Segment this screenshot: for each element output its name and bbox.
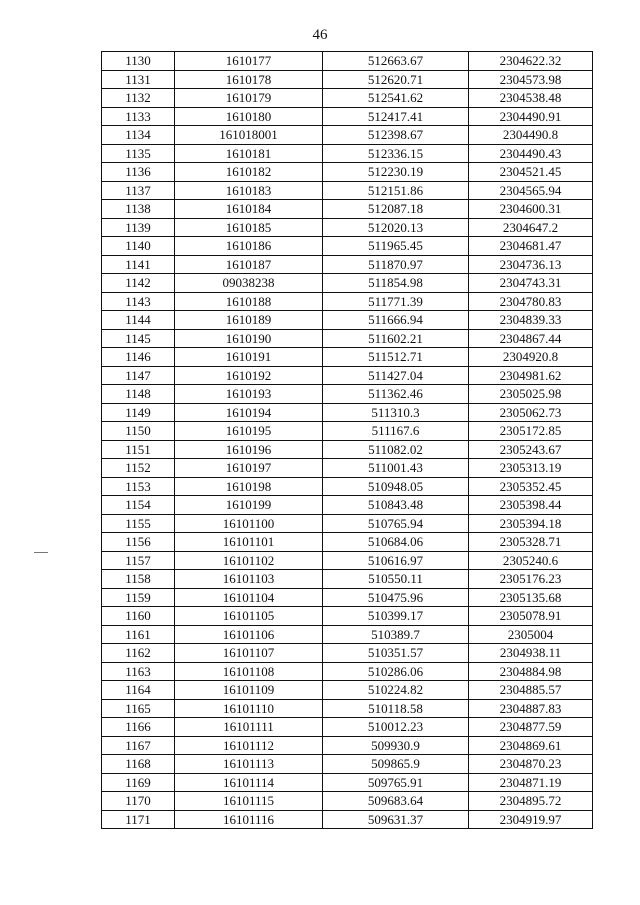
y-coordinate-cell: 2304920.8 <box>469 348 593 367</box>
row-index-cell: 1149 <box>102 403 175 422</box>
x-coordinate-cell: 510475.96 <box>323 588 469 607</box>
y-coordinate-cell: 2305176.23 <box>469 570 593 589</box>
point-id-cell: 161018001 <box>175 126 323 145</box>
table-row <box>102 736 593 755</box>
row-index-cell: 1167 <box>102 736 175 755</box>
point-id-cell: 1610192 <box>175 366 323 385</box>
point-id-cell: 1610194 <box>175 403 323 422</box>
x-coordinate-cell: 510351.57 <box>323 644 469 663</box>
row-index-cell: 1166 <box>102 718 175 737</box>
x-coordinate-cell: 510224.82 <box>323 681 469 700</box>
row-index-cell: 1139 <box>102 218 175 237</box>
table-row <box>102 681 593 700</box>
table-body <box>102 52 593 829</box>
row-index-cell: 1162 <box>102 644 175 663</box>
y-coordinate-cell: 2304681.47 <box>469 237 593 256</box>
y-coordinate-cell: 2304490.91 <box>469 107 593 126</box>
row-index-cell: 1154 <box>102 496 175 515</box>
table-row <box>102 755 593 774</box>
row-index-cell: 1158 <box>102 570 175 589</box>
x-coordinate-cell: 511362.46 <box>323 385 469 404</box>
point-id-cell: 16101106 <box>175 625 323 644</box>
row-index-cell: 1160 <box>102 607 175 626</box>
row-index-cell: 1169 <box>102 773 175 792</box>
table-row <box>102 773 593 792</box>
y-coordinate-cell: 2305394.18 <box>469 514 593 533</box>
table-row <box>102 126 593 145</box>
y-coordinate-cell: 2304538.48 <box>469 89 593 108</box>
point-id-cell: 16101108 <box>175 662 323 681</box>
row-index-cell: 1151 <box>102 440 175 459</box>
y-coordinate-cell: 2304885.57 <box>469 681 593 700</box>
y-coordinate-cell: 2304919.97 <box>469 810 593 829</box>
y-coordinate-cell: 2304870.23 <box>469 755 593 774</box>
x-coordinate-cell: 510286.06 <box>323 662 469 681</box>
table-row <box>102 311 593 330</box>
table-row <box>102 477 593 496</box>
table-row <box>102 607 593 626</box>
point-id-cell: 16101109 <box>175 681 323 700</box>
y-coordinate-cell: 2304895.72 <box>469 792 593 811</box>
point-id-cell: 1610198 <box>175 477 323 496</box>
x-coordinate-cell: 510843.48 <box>323 496 469 515</box>
y-coordinate-cell: 2305062.73 <box>469 403 593 422</box>
y-coordinate-cell: 2304780.83 <box>469 292 593 311</box>
x-coordinate-cell: 511965.45 <box>323 237 469 256</box>
table-row <box>102 89 593 108</box>
y-coordinate-cell: 2304736.13 <box>469 255 593 274</box>
row-index-cell: 1157 <box>102 551 175 570</box>
x-coordinate-cell: 512020.13 <box>323 218 469 237</box>
point-id-cell: 16101102 <box>175 551 323 570</box>
table-row <box>102 459 593 478</box>
y-coordinate-cell: 2304565.94 <box>469 181 593 200</box>
y-coordinate-cell: 2304869.61 <box>469 736 593 755</box>
row-index-cell: 1155 <box>102 514 175 533</box>
y-coordinate-cell: 2304884.98 <box>469 662 593 681</box>
point-id-cell: 1610196 <box>175 440 323 459</box>
x-coordinate-cell: 510948.05 <box>323 477 469 496</box>
x-coordinate-cell: 511512.71 <box>323 348 469 367</box>
table-row <box>102 440 593 459</box>
row-index-cell: 1161 <box>102 625 175 644</box>
point-id-cell: 16101114 <box>175 773 323 792</box>
row-index-cell: 1140 <box>102 237 175 256</box>
table-row <box>102 422 593 441</box>
x-coordinate-cell: 511082.02 <box>323 440 469 459</box>
table-row <box>102 551 593 570</box>
table-row <box>102 181 593 200</box>
table-row <box>102 329 593 348</box>
point-id-cell: 16101111 <box>175 718 323 737</box>
y-coordinate-cell: 2304887.83 <box>469 699 593 718</box>
x-coordinate-cell: 512663.67 <box>323 52 469 71</box>
point-id-cell: 1610190 <box>175 329 323 348</box>
table-row <box>102 107 593 126</box>
x-coordinate-cell: 509683.64 <box>323 792 469 811</box>
table-row <box>102 292 593 311</box>
y-coordinate-cell: 2304871.19 <box>469 773 593 792</box>
x-coordinate-cell: 511602.21 <box>323 329 469 348</box>
x-coordinate-cell: 510684.06 <box>323 533 469 552</box>
y-coordinate-cell: 2305135.68 <box>469 588 593 607</box>
table-row <box>102 237 593 256</box>
row-index-cell: 1135 <box>102 144 175 163</box>
x-coordinate-cell: 511771.39 <box>323 292 469 311</box>
row-index-cell: 1141 <box>102 255 175 274</box>
point-id-cell: 1610187 <box>175 255 323 274</box>
y-coordinate-cell: 2304743.31 <box>469 274 593 293</box>
table-row <box>102 570 593 589</box>
y-coordinate-cell: 2304521.45 <box>469 163 593 182</box>
table-row <box>102 699 593 718</box>
row-index-cell: 1159 <box>102 588 175 607</box>
row-index-cell: 1152 <box>102 459 175 478</box>
coordinates-table <box>101 51 593 829</box>
point-id-cell: 1610184 <box>175 200 323 219</box>
row-index-cell: 1146 <box>102 348 175 367</box>
row-index-cell: 1130 <box>102 52 175 71</box>
table-row <box>102 255 593 274</box>
y-coordinate-cell: 2304839.33 <box>469 311 593 330</box>
y-coordinate-cell: 2305398.44 <box>469 496 593 515</box>
table-row <box>102 200 593 219</box>
y-coordinate-cell: 2305313.19 <box>469 459 593 478</box>
table-row <box>102 348 593 367</box>
x-coordinate-cell: 512398.67 <box>323 126 469 145</box>
y-coordinate-cell: 2304938.11 <box>469 644 593 663</box>
x-coordinate-cell: 511854.98 <box>323 274 469 293</box>
y-coordinate-cell: 2305025.98 <box>469 385 593 404</box>
table-row <box>102 366 593 385</box>
table-row <box>102 644 593 663</box>
point-id-cell: 1610193 <box>175 385 323 404</box>
row-index-cell: 1145 <box>102 329 175 348</box>
table-row <box>102 718 593 737</box>
y-coordinate-cell: 2305328.71 <box>469 533 593 552</box>
point-id-cell: 16101113 <box>175 755 323 774</box>
y-coordinate-cell: 2305352.45 <box>469 477 593 496</box>
table-row <box>102 385 593 404</box>
row-index-cell: 1137 <box>102 181 175 200</box>
point-id-cell: 1610197 <box>175 459 323 478</box>
point-id-cell: 16101100 <box>175 514 323 533</box>
x-coordinate-cell: 509865.9 <box>323 755 469 774</box>
row-index-cell: 1164 <box>102 681 175 700</box>
point-id-cell: 1610180 <box>175 107 323 126</box>
table-row <box>102 218 593 237</box>
point-id-cell: 16101107 <box>175 644 323 663</box>
page-number: 46 <box>312 27 328 43</box>
row-index-cell: 1138 <box>102 200 175 219</box>
x-coordinate-cell: 511001.43 <box>323 459 469 478</box>
point-id-cell: 1610177 <box>175 52 323 71</box>
x-coordinate-cell: 512541.62 <box>323 89 469 108</box>
point-id-cell: 1610188 <box>175 292 323 311</box>
x-coordinate-cell: 511167.6 <box>323 422 469 441</box>
table-row <box>102 274 593 293</box>
y-coordinate-cell: 2304981.62 <box>469 366 593 385</box>
table-row <box>102 810 593 829</box>
table-row <box>102 144 593 163</box>
x-coordinate-cell: 512620.71 <box>323 70 469 89</box>
row-index-cell: 1156 <box>102 533 175 552</box>
x-coordinate-cell: 512230.19 <box>323 163 469 182</box>
y-coordinate-cell: 2305172.85 <box>469 422 593 441</box>
point-id-cell: 16101112 <box>175 736 323 755</box>
row-index-cell: 1153 <box>102 477 175 496</box>
table-row <box>102 514 593 533</box>
x-coordinate-cell: 512087.18 <box>323 200 469 219</box>
point-id-cell: 1610183 <box>175 181 323 200</box>
x-coordinate-cell: 510389.7 <box>323 625 469 644</box>
point-id-cell: 1610181 <box>175 144 323 163</box>
row-index-cell: 1168 <box>102 755 175 774</box>
point-id-cell: 16101116 <box>175 810 323 829</box>
y-coordinate-cell: 2304490.8 <box>469 126 593 145</box>
x-coordinate-cell: 512336.15 <box>323 144 469 163</box>
y-coordinate-cell: 2304600.31 <box>469 200 593 219</box>
table-row <box>102 496 593 515</box>
margin-mark <box>34 552 48 553</box>
row-index-cell: 1170 <box>102 792 175 811</box>
x-coordinate-cell: 509631.37 <box>323 810 469 829</box>
point-id-cell: 1610199 <box>175 496 323 515</box>
x-coordinate-cell: 511870.97 <box>323 255 469 274</box>
row-index-cell: 1136 <box>102 163 175 182</box>
row-index-cell: 1142 <box>102 274 175 293</box>
x-coordinate-cell: 511427.04 <box>323 366 469 385</box>
x-coordinate-cell: 510616.97 <box>323 551 469 570</box>
point-id-cell: 1610195 <box>175 422 323 441</box>
table-row <box>102 70 593 89</box>
row-index-cell: 1133 <box>102 107 175 126</box>
x-coordinate-cell: 509930.9 <box>323 736 469 755</box>
point-id-cell: 1610191 <box>175 348 323 367</box>
row-index-cell: 1147 <box>102 366 175 385</box>
point-id-cell: 09038238 <box>175 274 323 293</box>
point-id-cell: 16101105 <box>175 607 323 626</box>
point-id-cell: 1610182 <box>175 163 323 182</box>
row-index-cell: 1163 <box>102 662 175 681</box>
point-id-cell: 16101104 <box>175 588 323 607</box>
table-row <box>102 533 593 552</box>
x-coordinate-cell: 510012.23 <box>323 718 469 737</box>
point-id-cell: 1610185 <box>175 218 323 237</box>
point-id-cell: 16101101 <box>175 533 323 552</box>
point-id-cell: 1610178 <box>175 70 323 89</box>
y-coordinate-cell: 2304647.2 <box>469 218 593 237</box>
y-coordinate-cell: 2304490.43 <box>469 144 593 163</box>
point-id-cell: 1610186 <box>175 237 323 256</box>
table-row <box>102 662 593 681</box>
y-coordinate-cell: 2305240.6 <box>469 551 593 570</box>
x-coordinate-cell: 511666.94 <box>323 311 469 330</box>
table-row <box>102 792 593 811</box>
y-coordinate-cell: 2304867.44 <box>469 329 593 348</box>
x-coordinate-cell: 510550.11 <box>323 570 469 589</box>
table-row <box>102 625 593 644</box>
row-index-cell: 1148 <box>102 385 175 404</box>
point-id-cell: 1610179 <box>175 89 323 108</box>
row-index-cell: 1165 <box>102 699 175 718</box>
x-coordinate-cell: 511310.3 <box>323 403 469 422</box>
y-coordinate-cell: 2305243.67 <box>469 440 593 459</box>
x-coordinate-cell: 509765.91 <box>323 773 469 792</box>
row-index-cell: 1144 <box>102 311 175 330</box>
row-index-cell: 1150 <box>102 422 175 441</box>
x-coordinate-cell: 512417.41 <box>323 107 469 126</box>
point-id-cell: 16101115 <box>175 792 323 811</box>
row-index-cell: 1143 <box>102 292 175 311</box>
table-row <box>102 403 593 422</box>
row-index-cell: 1134 <box>102 126 175 145</box>
y-coordinate-cell: 2304573.98 <box>469 70 593 89</box>
y-coordinate-cell: 2304877.59 <box>469 718 593 737</box>
y-coordinate-cell: 2305078.91 <box>469 607 593 626</box>
x-coordinate-cell: 510399.17 <box>323 607 469 626</box>
table-row <box>102 52 593 71</box>
y-coordinate-cell: 2304622.32 <box>469 52 593 71</box>
y-coordinate-cell: 2305004 <box>469 625 593 644</box>
x-coordinate-cell: 510765.94 <box>323 514 469 533</box>
row-index-cell: 1131 <box>102 70 175 89</box>
point-id-cell: 16101110 <box>175 699 323 718</box>
table-row <box>102 588 593 607</box>
x-coordinate-cell: 512151.86 <box>323 181 469 200</box>
row-index-cell: 1132 <box>102 89 175 108</box>
table-row <box>102 163 593 182</box>
x-coordinate-cell: 510118.58 <box>323 699 469 718</box>
point-id-cell: 16101103 <box>175 570 323 589</box>
row-index-cell: 1171 <box>102 810 175 829</box>
point-id-cell: 1610189 <box>175 311 323 330</box>
